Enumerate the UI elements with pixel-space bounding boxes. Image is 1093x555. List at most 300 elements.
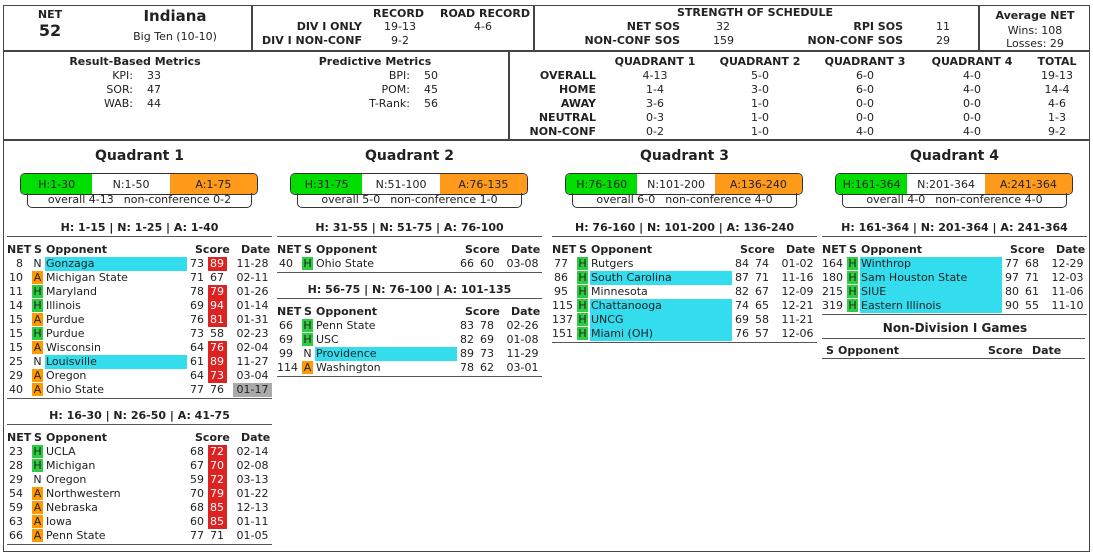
game-date: 11-16 bbox=[781, 271, 814, 284]
game-net: 95 bbox=[554, 285, 568, 298]
game-net: 14 bbox=[9, 299, 23, 312]
nc-sos2: 29 bbox=[936, 34, 950, 47]
game-net: 28 bbox=[9, 459, 23, 472]
quad-table-cell: 5-0 bbox=[751, 69, 769, 82]
game-net: 151 bbox=[552, 327, 573, 340]
nonconf-record: non-conference 1-0 bbox=[390, 193, 498, 206]
s-header: S bbox=[34, 243, 42, 256]
net-sos-label: NET SOS bbox=[626, 20, 680, 33]
non-d1-date-header: Date bbox=[1032, 344, 1062, 357]
quad-table-cell: 3-0 bbox=[751, 83, 769, 96]
game-opponent[interactable]: SIUE bbox=[860, 285, 1002, 299]
nonconf-record: 9-2 bbox=[391, 34, 409, 47]
game-score-opp: 67 bbox=[210, 271, 224, 284]
game-net: 54 bbox=[9, 487, 23, 500]
quadrant-ranges-pill bbox=[835, 173, 1073, 195]
game-opponent[interactable]: Penn State bbox=[46, 529, 106, 542]
game-score-opp: 60 bbox=[480, 257, 494, 270]
overall-record: overall 4-0 bbox=[866, 193, 926, 206]
game-score-opp: 89 bbox=[208, 355, 227, 369]
metric-value: 56 bbox=[424, 97, 438, 110]
quad-table-cell: 4-0 bbox=[963, 83, 981, 96]
neutral-range: N:51-100 bbox=[362, 174, 439, 194]
date-header: Date bbox=[241, 431, 271, 444]
game-row[interactable] bbox=[7, 501, 272, 515]
metric-value: 50 bbox=[424, 69, 438, 82]
quad-table-row-label: AWAY bbox=[560, 97, 596, 110]
nonconf-label: DIV I NON-CONF bbox=[262, 34, 362, 47]
quad-table-cell: 9-2 bbox=[1048, 125, 1066, 138]
game-opponent[interactable]: Gonzaga bbox=[45, 257, 187, 271]
away-range: A:1-75 bbox=[170, 174, 257, 194]
game-opponent[interactable]: Providence bbox=[315, 347, 457, 361]
game-net: 114 bbox=[277, 361, 298, 374]
quad-table-cell: 4-0 bbox=[963, 69, 981, 82]
non-d1-score-header: Score bbox=[988, 344, 1023, 357]
group-bottom-line bbox=[7, 544, 272, 545]
game-row[interactable] bbox=[822, 257, 1087, 271]
game-row[interactable] bbox=[7, 257, 272, 271]
quad-table-header: QUADRANT 1 bbox=[614, 55, 696, 68]
game-row[interactable] bbox=[552, 285, 817, 299]
rpi-sos-label: RPI SOS bbox=[853, 20, 903, 33]
game-score-opp: 74 bbox=[755, 257, 769, 270]
net-header: NET bbox=[277, 243, 302, 256]
quad-table-cell: 1-0 bbox=[751, 125, 769, 138]
game-row[interactable] bbox=[7, 529, 272, 543]
net-header: NET bbox=[7, 431, 32, 444]
quad-table-cell: 4-6 bbox=[1048, 97, 1066, 110]
game-row[interactable] bbox=[277, 361, 542, 375]
game-score-team: 77 bbox=[1005, 257, 1019, 270]
game-location: A bbox=[33, 383, 42, 396]
game-opponent[interactable]: Maryland bbox=[46, 285, 98, 298]
quadrant-title: Quadrant 3 bbox=[640, 148, 729, 164]
game-row[interactable] bbox=[7, 355, 272, 369]
quadrant-overall bbox=[297, 193, 522, 208]
game-score-team: 70 bbox=[190, 487, 204, 500]
score-header: Score bbox=[465, 305, 500, 318]
game-score-team: 89 bbox=[460, 347, 474, 360]
game-score-team: 69 bbox=[190, 299, 204, 312]
group-top-line bbox=[277, 298, 542, 299]
game-date: 12-21 bbox=[781, 299, 814, 312]
s-header: S bbox=[579, 243, 587, 256]
game-location: H bbox=[848, 285, 857, 298]
game-score-opp: 72 bbox=[208, 473, 227, 487]
game-date: 03-01 bbox=[506, 361, 539, 374]
net-sos: 32 bbox=[716, 20, 730, 33]
game-location: A bbox=[33, 313, 42, 326]
game-date: 12-09 bbox=[781, 285, 814, 298]
game-opponent[interactable]: Nebraska bbox=[46, 501, 98, 514]
net-rank: 52 bbox=[38, 21, 62, 40]
game-score-opp: 69 bbox=[480, 333, 494, 346]
game-location: H bbox=[33, 445, 42, 458]
avg-net-title: Average NET bbox=[995, 9, 1075, 22]
game-location: H bbox=[578, 271, 587, 284]
quad-table-row-label: NEUTRAL bbox=[538, 111, 596, 124]
game-location: H bbox=[578, 299, 587, 312]
game-opponent[interactable]: Chattanooga bbox=[590, 299, 732, 313]
quadrant-title: Quadrant 1 bbox=[95, 148, 184, 164]
game-net: 66 bbox=[9, 529, 23, 542]
quad-table-row-label: NON-CONF bbox=[529, 125, 596, 138]
game-row[interactable] bbox=[552, 271, 817, 285]
game-location: H bbox=[33, 299, 42, 312]
group-top-line bbox=[7, 424, 272, 425]
date-header: Date bbox=[511, 305, 541, 318]
game-score-opp: 55 bbox=[1025, 299, 1039, 312]
game-location: A bbox=[303, 361, 312, 374]
game-net: 180 bbox=[822, 271, 843, 284]
avg-net-wins: Wins: 108 bbox=[1007, 24, 1063, 37]
group-top-line bbox=[822, 236, 1087, 237]
quad-table-cell: 4-0 bbox=[963, 125, 981, 138]
game-score-team: 64 bbox=[190, 341, 204, 354]
game-date: 01-31 bbox=[236, 313, 269, 326]
game-row[interactable] bbox=[7, 515, 272, 529]
game-row[interactable] bbox=[822, 299, 1087, 313]
game-date: 12-06 bbox=[781, 327, 814, 340]
quad-table-cell: 0-0 bbox=[856, 97, 874, 110]
game-opponent[interactable]: Michigan State bbox=[46, 271, 128, 284]
s-header: S bbox=[849, 243, 857, 256]
quad-table-cell: 1-0 bbox=[751, 97, 769, 110]
game-location: A bbox=[33, 487, 42, 500]
group-bottom-line bbox=[277, 376, 542, 377]
game-score-team: 80 bbox=[1005, 285, 1019, 298]
quad-table-cell: 0-0 bbox=[856, 111, 874, 124]
game-score-opp: 73 bbox=[208, 369, 227, 383]
game-row[interactable] bbox=[7, 271, 272, 285]
quad-table-cell: 0-0 bbox=[963, 111, 981, 124]
home-range: H:76-160 bbox=[566, 174, 637, 194]
game-location: N bbox=[33, 355, 42, 368]
game-net: 115 bbox=[552, 299, 573, 312]
quad-table-cell: 14-4 bbox=[1044, 83, 1070, 96]
group-bottom-line bbox=[822, 314, 1087, 315]
game-date: 01-02 bbox=[781, 257, 814, 270]
game-location: H bbox=[578, 285, 587, 298]
away-range: A:241-364 bbox=[985, 174, 1072, 194]
game-opponent[interactable]: Iowa bbox=[46, 515, 72, 528]
overall-record: overall 5-0 bbox=[321, 193, 381, 206]
game-score-team: 64 bbox=[190, 369, 204, 382]
game-opponent[interactable]: Ohio State bbox=[46, 383, 105, 396]
home-range: H:31-75 bbox=[291, 174, 362, 194]
div1-record: 19-13 bbox=[384, 20, 416, 33]
quad-table-cell: 6-0 bbox=[856, 83, 874, 96]
non-d1-title: Non-Division I Games bbox=[882, 321, 1028, 335]
game-row[interactable] bbox=[7, 487, 272, 501]
metric-value: 33 bbox=[147, 69, 161, 82]
score-header: Score bbox=[465, 243, 500, 256]
game-score-team: 87 bbox=[735, 271, 749, 284]
game-opponent[interactable]: Minnesota bbox=[591, 285, 648, 298]
s-header: S bbox=[34, 431, 42, 444]
avg-net-losses: Losses: 29 bbox=[1006, 37, 1064, 50]
game-row[interactable] bbox=[277, 257, 542, 271]
game-score-team: 90 bbox=[1005, 299, 1019, 312]
date-header: Date bbox=[1056, 243, 1086, 256]
home-range: H:161-364 bbox=[836, 174, 907, 194]
game-net: 29 bbox=[9, 473, 23, 486]
game-score-opp: 71 bbox=[1025, 271, 1039, 284]
game-opponent[interactable]: UNCG bbox=[590, 313, 732, 327]
game-row[interactable] bbox=[7, 459, 272, 473]
game-opponent[interactable]: Penn State bbox=[316, 319, 376, 332]
date-header: Date bbox=[511, 243, 541, 256]
game-opponent[interactable]: Wisconsin bbox=[46, 341, 101, 354]
quadrant-title: Quadrant 2 bbox=[365, 148, 454, 164]
nc-sos2-label: NON-CONF SOS bbox=[807, 34, 903, 47]
game-row[interactable] bbox=[7, 445, 272, 459]
s-header: S bbox=[304, 305, 312, 318]
game-score-team: 59 bbox=[190, 473, 204, 486]
game-row[interactable] bbox=[552, 299, 817, 313]
quad-table-cell: 0-3 bbox=[646, 111, 664, 124]
quad-table-cell: 6-0 bbox=[856, 69, 874, 82]
game-row[interactable] bbox=[277, 319, 542, 333]
neutral-range: N:201-364 bbox=[907, 174, 984, 194]
sos-title: STRENGTH OF SCHEDULE bbox=[677, 6, 833, 19]
score-header: Score bbox=[740, 243, 775, 256]
metric-label: BPI: bbox=[388, 69, 410, 82]
game-opponent[interactable]: Eastern Illinois bbox=[860, 299, 1002, 313]
quad-table-cell: 3-6 bbox=[646, 97, 664, 110]
nc-sos-label: NON-CONF SOS bbox=[584, 34, 680, 47]
game-opponent[interactable]: Miami (OH) bbox=[590, 327, 732, 341]
game-row[interactable] bbox=[7, 327, 272, 341]
game-score-team: 67 bbox=[190, 459, 204, 472]
non-d1-s-header: S bbox=[826, 344, 834, 357]
game-date: 11-06 bbox=[1051, 285, 1084, 298]
game-row[interactable] bbox=[822, 285, 1087, 299]
game-net: 15 bbox=[9, 341, 23, 354]
rpi-sos: 11 bbox=[936, 20, 950, 33]
team-name[interactable]: Indiana bbox=[143, 7, 207, 25]
game-score-team: 61 bbox=[190, 355, 204, 368]
group-range: H: 161-364 | N: 201-364 | A: 241-364 bbox=[841, 221, 1068, 234]
net-header: NET bbox=[552, 243, 577, 256]
game-score-team: 74 bbox=[735, 299, 749, 312]
nonconf-record: non-conference 4-0 bbox=[935, 193, 1043, 206]
game-net: 8 bbox=[16, 257, 23, 270]
game-opponent[interactable]: Purdue bbox=[46, 327, 85, 340]
game-score-team: 73 bbox=[190, 257, 204, 270]
opponent-header: Opponent bbox=[316, 243, 378, 256]
game-opponent[interactable]: Purdue bbox=[46, 313, 85, 326]
quad-table-cell: 0-2 bbox=[646, 125, 664, 138]
game-row[interactable] bbox=[552, 257, 817, 271]
game-score-opp: 94 bbox=[208, 299, 227, 313]
game-location: H bbox=[303, 333, 312, 346]
score-header: Score bbox=[195, 243, 230, 256]
game-opponent[interactable]: Winthrop bbox=[860, 257, 1002, 271]
game-date: 02-08 bbox=[236, 459, 269, 472]
net-header: NET bbox=[7, 243, 32, 256]
away-range: A:76-135 bbox=[440, 174, 527, 194]
game-net: 319 bbox=[822, 299, 843, 312]
group-range: H: 31-55 | N: 51-75 | A: 76-100 bbox=[315, 221, 504, 234]
opponent-header: Opponent bbox=[861, 243, 923, 256]
game-net: 164 bbox=[822, 257, 843, 270]
quad-table-cell: 4-0 bbox=[856, 125, 874, 138]
net-header: NET bbox=[822, 243, 847, 256]
group-bottom-line bbox=[277, 272, 542, 273]
game-date: 03-08 bbox=[506, 257, 539, 270]
metric-label: SOR: bbox=[106, 83, 133, 96]
game-row[interactable] bbox=[7, 313, 272, 327]
game-row[interactable] bbox=[7, 341, 272, 355]
game-date: 02-23 bbox=[236, 327, 269, 340]
game-score-opp: 72 bbox=[208, 445, 227, 459]
quadrant-overall bbox=[842, 193, 1067, 208]
game-score-opp: 85 bbox=[208, 515, 227, 529]
quadrant-ranges-pill bbox=[20, 173, 258, 195]
game-score-opp: 76 bbox=[208, 341, 227, 355]
metric-label: T-Rank: bbox=[369, 97, 410, 110]
game-net: 69 bbox=[279, 333, 293, 346]
date-header: Date bbox=[786, 243, 816, 256]
game-score-opp: 65 bbox=[755, 299, 769, 312]
group-bottom-line bbox=[552, 342, 817, 343]
game-date: 02-11 bbox=[236, 271, 269, 284]
game-date: 11-29 bbox=[506, 347, 539, 360]
game-location: A bbox=[33, 529, 42, 542]
game-score-opp: 58 bbox=[210, 327, 224, 340]
game-score-opp: 78 bbox=[480, 319, 494, 332]
game-date: 12-03 bbox=[1051, 271, 1084, 284]
away-range: A:136-240 bbox=[715, 174, 802, 194]
quadrant-ranges-pill bbox=[290, 173, 528, 195]
game-net: 86 bbox=[554, 271, 568, 284]
home-range: H:1-30 bbox=[21, 174, 92, 194]
game-score-opp: 57 bbox=[755, 327, 769, 340]
game-opponent[interactable]: Rutgers bbox=[591, 257, 634, 270]
team-conf: Big Ten (10-10) bbox=[133, 30, 217, 43]
non-d1-line2 bbox=[822, 358, 1085, 359]
game-net: 23 bbox=[9, 445, 23, 458]
quadrant-overall bbox=[27, 193, 252, 208]
opponent-header: Opponent bbox=[46, 431, 108, 444]
game-opponent[interactable]: Illinois bbox=[46, 299, 81, 312]
game-opponent[interactable]: Ohio State bbox=[316, 257, 375, 270]
quad-table-cell: 1-3 bbox=[1048, 111, 1066, 124]
game-date: 01-05 bbox=[236, 529, 269, 542]
quad-table-cell: 0-0 bbox=[963, 97, 981, 110]
game-score-team: 66 bbox=[460, 257, 474, 270]
game-location: H bbox=[33, 327, 42, 340]
game-row[interactable] bbox=[822, 271, 1087, 285]
game-row[interactable] bbox=[552, 313, 817, 327]
game-opponent[interactable]: Oregon bbox=[46, 473, 87, 486]
game-date: 03-04 bbox=[236, 369, 269, 382]
group-range: H: 56-75 | N: 76-100 | A: 101-135 bbox=[307, 283, 512, 296]
game-score-opp: 71 bbox=[755, 271, 769, 284]
neutral-range: N:1-50 bbox=[92, 174, 169, 194]
game-location: A bbox=[33, 271, 42, 284]
game-location: A bbox=[33, 341, 42, 354]
game-location: N bbox=[33, 473, 42, 486]
game-opponent[interactable]: USC bbox=[316, 333, 339, 346]
game-row[interactable] bbox=[277, 347, 542, 361]
game-score-opp: 58 bbox=[755, 313, 769, 326]
game-location: H bbox=[303, 319, 312, 332]
metric-label: KPI: bbox=[112, 69, 133, 82]
game-score-opp: 89 bbox=[208, 257, 227, 271]
game-net: 40 bbox=[9, 383, 23, 396]
game-row[interactable] bbox=[7, 299, 272, 313]
overall-record: overall 6-0 bbox=[596, 193, 656, 206]
game-net: 15 bbox=[9, 327, 23, 340]
game-opponent[interactable]: Washington bbox=[316, 361, 381, 374]
quad-table-header: QUADRANT 4 bbox=[931, 55, 1013, 68]
quad-table-header: QUADRANT 2 bbox=[719, 55, 801, 68]
opponent-header: Opponent bbox=[316, 305, 378, 318]
game-date: 11-27 bbox=[236, 355, 269, 368]
game-opponent[interactable]: South Carolina bbox=[590, 271, 732, 285]
game-net: 66 bbox=[279, 319, 293, 332]
game-location: A bbox=[33, 369, 42, 382]
group-range: H: 76-160 | N: 101-200 | A: 136-240 bbox=[575, 221, 794, 234]
game-opponent[interactable]: Louisville bbox=[45, 355, 187, 369]
game-date: 01-11 bbox=[236, 515, 269, 528]
game-opponent[interactable]: Oregon bbox=[46, 369, 87, 382]
game-location: N bbox=[33, 257, 42, 270]
game-row[interactable] bbox=[7, 383, 272, 397]
game-score-opp: 61 bbox=[1025, 285, 1039, 298]
game-net: 99 bbox=[279, 347, 293, 360]
game-date: 02-04 bbox=[236, 341, 269, 354]
group-range: H: 1-15 | N: 1-25 | A: 1-40 bbox=[60, 221, 219, 234]
game-score-team: 76 bbox=[190, 313, 204, 326]
game-opponent[interactable]: Sam Houston State bbox=[860, 271, 1002, 285]
game-score-team: 78 bbox=[190, 285, 204, 298]
group-range: H: 16-30 | N: 26-50 | A: 41-75 bbox=[49, 409, 230, 422]
game-score-opp: 71 bbox=[210, 529, 224, 542]
game-opponent[interactable]: Michigan bbox=[46, 459, 96, 472]
game-score-team: 97 bbox=[1005, 271, 1019, 284]
div1-label: DIV I ONLY bbox=[296, 20, 362, 33]
game-opponent[interactable]: Northwestern bbox=[46, 487, 121, 500]
quadrant-overall bbox=[572, 193, 797, 208]
group-top-line bbox=[552, 236, 817, 237]
metric-value: 45 bbox=[424, 83, 438, 96]
game-row[interactable] bbox=[7, 369, 272, 383]
game-date: 11-28 bbox=[236, 257, 269, 270]
opponent-header: Opponent bbox=[46, 243, 108, 256]
game-date: 02-26 bbox=[506, 319, 539, 332]
metric-label: WAB: bbox=[103, 97, 133, 110]
game-row[interactable] bbox=[277, 333, 542, 347]
s-header: S bbox=[304, 243, 312, 256]
game-location: H bbox=[848, 257, 857, 270]
result-metrics-title: Result-Based Metrics bbox=[69, 55, 201, 68]
game-score-team: 84 bbox=[735, 257, 749, 270]
game-net: 59 bbox=[9, 501, 23, 514]
road-record-header: ROAD RECORD bbox=[440, 7, 531, 20]
game-score-team: 76 bbox=[735, 327, 749, 340]
game-opponent[interactable]: UCLA bbox=[46, 445, 76, 458]
game-row[interactable] bbox=[7, 285, 272, 299]
game-row[interactable] bbox=[552, 327, 817, 341]
nc-sos: 159 bbox=[713, 34, 734, 47]
game-location: H bbox=[33, 459, 42, 472]
game-score-team: 68 bbox=[190, 501, 204, 514]
game-row[interactable] bbox=[7, 473, 272, 487]
